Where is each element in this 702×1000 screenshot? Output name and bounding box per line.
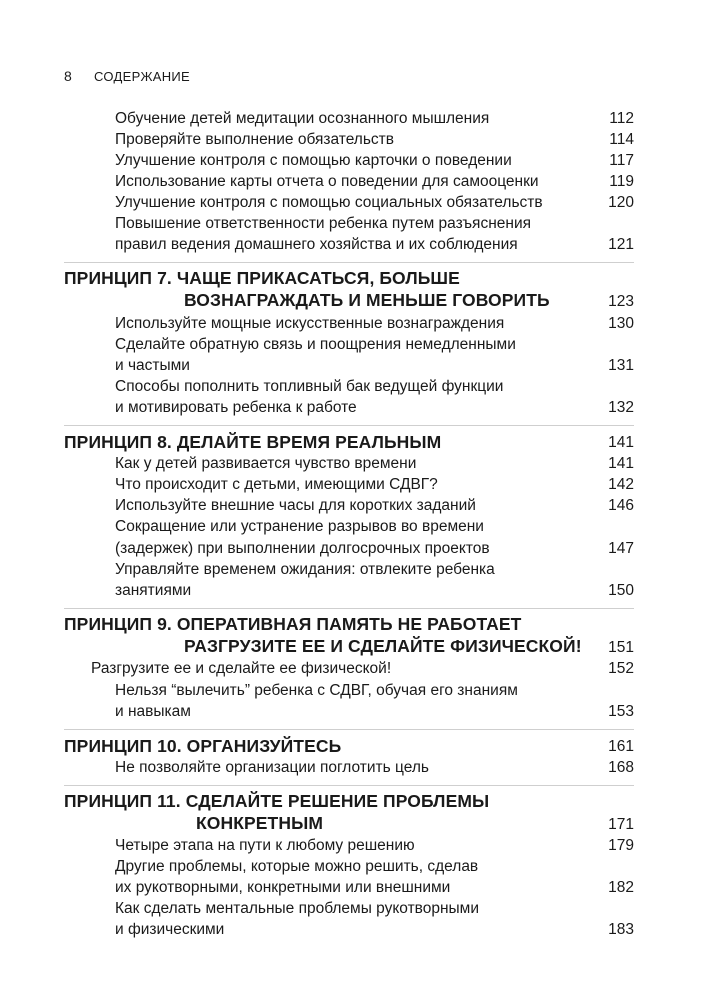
toc-entry-page: 168 [608, 759, 634, 776]
toc-entry-text[interactable]: Улучшение контроля с помощью социальных обязательств [115, 194, 543, 211]
toc-entry-page: 141 [608, 455, 634, 472]
chapter-heading-11[interactable]: ПРИНЦИП 11. СДЕЛАЙТЕ РЕШЕНИЕ ПРОБЛЕМЫ [64, 791, 490, 811]
toc-entry-text[interactable]: и частыми [115, 357, 190, 374]
toc-entry-page: 132 [608, 399, 634, 416]
toc-entry-page: 179 [608, 837, 634, 854]
toc-entry-text[interactable]: занятиями [115, 582, 192, 599]
section-divider [64, 608, 634, 609]
chapter-heading-8[interactable]: ПРИНЦИП 8. ДЕЛАЙТЕ ВРЕМЯ РЕАЛЬНЫМ [64, 432, 442, 452]
toc-entry-text[interactable]: Повышение ответственности ребенка путем разъяснения [115, 215, 531, 232]
section-divider [64, 425, 634, 426]
chapter-11-page: 171 [608, 816, 634, 833]
toc-entry-page: 114 [609, 131, 634, 148]
section-divider [64, 729, 634, 730]
chapter-heading-11-cont[interactable]: КОНКРЕТНЫМ [196, 813, 323, 833]
toc-entry-text[interactable]: Нельзя “вылечить” ребенка с СДВГ, обучая его знаниям [115, 682, 518, 699]
toc-entry-text[interactable]: Как сделать ментальные проблемы рукотворными [115, 900, 480, 917]
chapter-heading-7-cont[interactable]: ВОЗНАГРАЖДАТЬ И МЕНЬШЕ ГОВОРИТЬ [184, 290, 550, 310]
toc-entry-page: 153 [608, 703, 634, 720]
toc-entry-text[interactable]: Сокращение или устранение разрывов во времени [115, 518, 484, 535]
chapter-8-page: 141 [608, 434, 634, 451]
toc-entry-page: 152 [608, 660, 634, 677]
toc-entry-text[interactable]: Проверяйте выполнение обязательств [115, 131, 394, 148]
running-header [64, 68, 190, 84]
chapter-10-page: 161 [608, 738, 634, 755]
toc-entry-text[interactable]: (задержек) при выполнении долгосрочных проектов [115, 540, 490, 557]
section-divider [64, 785, 634, 786]
toc-entry-page: 112 [609, 110, 634, 127]
chapter-heading-7[interactable]: ПРИНЦИП 7. ЧАЩЕ ПРИКАСАТЬСЯ, БОЛЬШЕ [64, 268, 460, 288]
header-title: СОДЕРЖАНИЕ [94, 69, 191, 84]
page-number: 8 [64, 68, 73, 84]
toc-entry-page: 130 [608, 315, 634, 332]
chapter-heading-10[interactable]: ПРИНЦИП 10. ОРГАНИЗУЙТЕСЬ [64, 736, 342, 756]
toc-entry-text[interactable]: Использование карты отчета о поведении для самооценки [115, 173, 539, 190]
toc-entry-text[interactable]: Что происходит с детьми, имеющими СДВГ? [115, 476, 438, 493]
toc-entry-text[interactable]: Улучшение контроля с помощью карточки о поведении [115, 152, 512, 169]
toc-entry-page: 147 [608, 540, 634, 557]
toc-entry-page: 182 [608, 879, 634, 896]
toc-entry-text[interactable]: Четыре этапа на пути к любому решению [115, 837, 415, 854]
toc-entry-text[interactable]: и физическими [115, 921, 225, 938]
toc-entry-page: 119 [609, 173, 634, 190]
chapter-heading-9[interactable]: ПРИНЦИП 9. ОПЕРАТИВНАЯ ПАМЯТЬ НЕ РАБОТАЕТ [64, 614, 522, 634]
toc-entry-text[interactable]: их рукотворными, конкретными или внешними [115, 879, 451, 896]
toc-entry-page: 183 [608, 921, 634, 938]
chapter-9-page: 151 [608, 639, 634, 656]
toc-entry-page: 146 [608, 497, 634, 514]
toc-entry-page: 142 [608, 476, 634, 493]
toc-entry-text[interactable]: правил ведения домашнего хозяйства и их соблюдения [115, 236, 518, 253]
toc-entry-text[interactable]: Как у детей развивается чувство времени [115, 455, 417, 472]
toc-entry-page: 120 [608, 194, 634, 211]
toc-entry-text[interactable]: Разгрузите ее и сделайте ее физической! [91, 660, 392, 677]
toc-entry-page: 131 [608, 357, 634, 374]
toc-entry-text[interactable]: и мотивировать ребенка к работе [115, 399, 357, 416]
toc-entry-text[interactable]: и навыкам [115, 703, 191, 720]
toc-entry-text[interactable]: Используйте внешние часы для коротких заданий [115, 497, 476, 514]
toc-entry-page: 121 [608, 236, 634, 253]
toc-entry-text[interactable]: Не позволяйте организации поглотить цель [115, 759, 429, 776]
chapter-heading-9-cont[interactable]: РАЗГРУЗИТЕ ЕЕ И СДЕЛАЙТЕ ФИЗИЧЕСКОЙ! [184, 636, 582, 656]
toc-entry-text[interactable]: Способы пополнить топливный бак ведущей функции [115, 378, 504, 395]
toc-entry-text[interactable]: Управляйте временем ожидания: отвлеките ребенка [115, 561, 495, 578]
toc-entry-text[interactable]: Другие проблемы, которые можно решить, сделав [115, 858, 479, 875]
toc-entry-page: 117 [609, 152, 634, 169]
toc-entry-page: 150 [608, 582, 634, 599]
chapter-7-page: 123 [608, 293, 634, 310]
toc-entry-text[interactable]: Обучение детей медитации осознанного мышления [115, 110, 490, 127]
section-divider [64, 262, 634, 263]
toc-entry-text[interactable]: Используйте мощные искусственные вознаграждения [115, 315, 505, 332]
toc-entry-text[interactable]: Сделайте обратную связь и поощрения немедленными [115, 336, 516, 353]
